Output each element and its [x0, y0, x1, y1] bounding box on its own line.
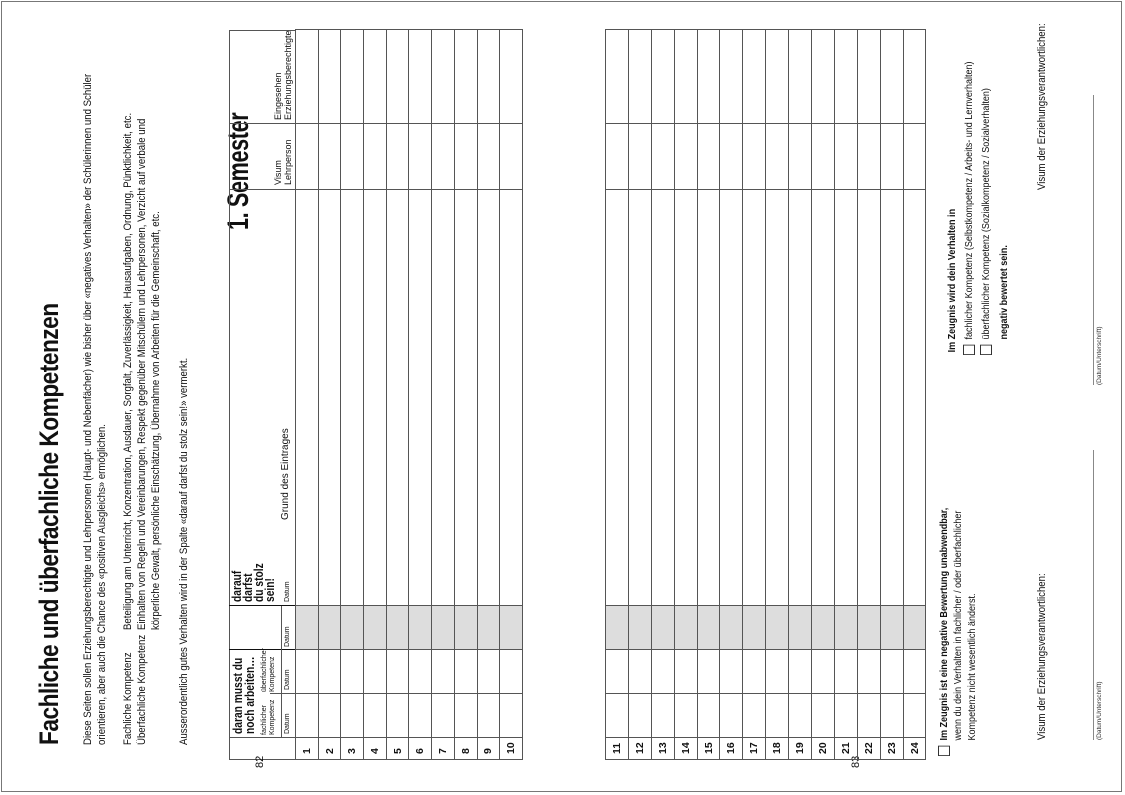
page-number-left: 82 [254, 755, 266, 768]
note-stolz: Ausserordentlich gutes Verhalten wird in der Spalte «darauf darfst du stolz sein!» vermerkt. [178, 357, 190, 745]
table-cell[interactable] [743, 30, 766, 124]
hdr-fachlich-1: fachlicher [261, 705, 268, 735]
table-cell[interactable] [674, 606, 697, 650]
table-cell[interactable] [364, 650, 387, 694]
table-cell[interactable] [341, 30, 364, 124]
table-cell[interactable] [903, 650, 926, 694]
table-cell[interactable] [789, 124, 812, 190]
table-row [364, 30, 387, 760]
table-cell[interactable] [318, 606, 341, 650]
table-cell[interactable] [432, 694, 455, 738]
table-cell[interactable] [477, 650, 500, 694]
table-cell[interactable] [432, 124, 455, 190]
hdr-ueber-2: Kompetenz [269, 656, 276, 692]
table-cell[interactable] [364, 694, 387, 738]
table-cell[interactable] [812, 124, 835, 190]
checkbox-fachlich[interactable] [963, 345, 975, 355]
hdr-grund: Grund des Eintrages [280, 428, 291, 520]
table-cell[interactable] [857, 694, 880, 738]
row-number: 1 [296, 738, 319, 760]
table-row [903, 30, 926, 760]
table-cell[interactable] [628, 30, 651, 124]
table-row [606, 30, 629, 760]
table-row [500, 30, 523, 760]
table-row [880, 30, 903, 760]
table-cell[interactable] [432, 30, 455, 124]
table-row [812, 30, 835, 760]
footer-right-result: negativ bewertet sein. [998, 245, 1010, 340]
table-cell[interactable] [697, 606, 720, 650]
table-cell[interactable] [880, 190, 903, 606]
table-cell[interactable] [743, 694, 766, 738]
hdr-daran-1: daran musst du [231, 657, 245, 734]
table-cell[interactable] [409, 650, 432, 694]
table-row [720, 30, 743, 760]
table-left-wrap [229, 30, 519, 760]
table-row [766, 30, 789, 760]
table-cell[interactable] [341, 190, 364, 606]
table-cell[interactable] [651, 606, 674, 650]
table-cell[interactable] [857, 606, 880, 650]
hdr-stolz-2: darfst [241, 573, 255, 602]
table-row [628, 30, 651, 760]
table-cell[interactable] [606, 606, 629, 650]
table-cell[interactable] [477, 694, 500, 738]
table-cell[interactable] [454, 650, 477, 694]
row-number: 5 [386, 738, 409, 760]
table-row [386, 30, 409, 760]
hdr-visum-2: Lehrperson [283, 139, 293, 185]
table-cell[interactable] [409, 30, 432, 124]
table-row [743, 30, 766, 760]
table-cell[interactable] [674, 124, 697, 190]
table-cell[interactable] [880, 694, 903, 738]
table-cell[interactable] [296, 30, 319, 124]
footer-left-line3: Kompetenz nicht wesentlich änderst. [966, 593, 978, 741]
table-cell[interactable] [743, 124, 766, 190]
row-number: 8 [454, 738, 477, 760]
table-row [834, 30, 857, 760]
table-cell[interactable] [318, 650, 341, 694]
row-number: 13 [651, 738, 674, 760]
table-cell[interactable] [674, 190, 697, 606]
table-cell[interactable] [857, 190, 880, 606]
row-number: 20 [812, 738, 835, 760]
table-cell[interactable] [674, 30, 697, 124]
table-cell[interactable] [789, 650, 812, 694]
table-cell[interactable] [364, 190, 387, 606]
footer-left-signature[interactable] [1093, 450, 1103, 740]
table-row [857, 30, 880, 760]
table-cell[interactable] [697, 124, 720, 190]
table-cell[interactable] [880, 30, 903, 124]
table-cell[interactable] [720, 124, 743, 190]
row-number: 19 [789, 738, 812, 760]
table-cell[interactable] [880, 124, 903, 190]
table-cell[interactable] [341, 124, 364, 190]
row-number: 7 [432, 738, 455, 760]
footer-right-opt2: überfachlicher Kompetenz (Sozialkompetenz / Sozialverhalten) [980, 88, 992, 340]
hdr-ueber-1: überfachlicher [261, 648, 268, 692]
table-cell[interactable] [606, 190, 629, 606]
table-cell[interactable] [766, 30, 789, 124]
table-cell[interactable] [674, 694, 697, 738]
row-number: 18 [766, 738, 789, 760]
table-cell[interactable] [364, 606, 387, 650]
table-cell[interactable] [318, 30, 341, 124]
table-cell[interactable] [903, 694, 926, 738]
table-cell[interactable] [454, 124, 477, 190]
footer-left-visum: Visum der Erziehungsverantwortlichen: [1036, 573, 1048, 740]
table-cell[interactable] [386, 606, 409, 650]
table-cell[interactable] [651, 30, 674, 124]
table-cell[interactable] [606, 124, 629, 190]
table-cell[interactable] [834, 30, 857, 124]
label-fachlich: Fachliche Kompetenz [122, 652, 134, 745]
table-cell[interactable] [812, 30, 835, 124]
table-cell[interactable] [766, 190, 789, 606]
table-cell[interactable] [880, 606, 903, 650]
table-cell[interactable] [789, 30, 812, 124]
hdr-eingesehen-1: Eingesehen [273, 72, 283, 120]
table-cell[interactable] [296, 124, 319, 190]
table-cell[interactable] [720, 190, 743, 606]
table-cell[interactable] [318, 694, 341, 738]
row-number: 6 [409, 738, 432, 760]
table-cell[interactable] [766, 694, 789, 738]
footer-right-sig-label: (Datum/Unterschrift) [1096, 326, 1103, 385]
row-number: 12 [628, 738, 651, 760]
table-cell[interactable] [628, 694, 651, 738]
table-cell[interactable] [341, 694, 364, 738]
table-cell[interactable] [834, 124, 857, 190]
table-cell[interactable] [432, 606, 455, 650]
hdr-datum-4: Datum [284, 581, 291, 602]
table-row [454, 30, 477, 760]
table-cell[interactable] [766, 124, 789, 190]
footer-right [945, 61, 1011, 355]
table-cell[interactable] [834, 694, 857, 738]
table-cell[interactable] [296, 606, 319, 650]
table-cell[interactable] [720, 694, 743, 738]
hdr-visum-1: Visum [273, 160, 283, 185]
intro-line-2: orientieren, aber auch die Chance des «positiven Ausgleichs» ermöglichen. [96, 424, 108, 745]
table-cell[interactable] [903, 190, 926, 606]
footer-left-line1: Im Zeugnis ist eine negative Bewertung unabwendbar, [938, 507, 950, 741]
table-cell[interactable] [454, 190, 477, 606]
table-cell[interactable] [789, 190, 812, 606]
row-number: 3 [341, 738, 364, 760]
table-cell[interactable] [386, 694, 409, 738]
table-cell[interactable] [318, 190, 341, 606]
table-cell[interactable] [606, 30, 629, 124]
table-cell[interactable] [743, 606, 766, 650]
table-cell[interactable] [386, 30, 409, 124]
table-cell[interactable] [409, 606, 432, 650]
hdr-datum-3: Datum [284, 626, 291, 647]
row-number: 14 [674, 738, 697, 760]
row-number: 4 [364, 738, 387, 760]
hdr-datum-2: Datum [284, 669, 291, 690]
table-cell[interactable] [857, 650, 880, 694]
table-right [605, 29, 926, 760]
table-cell[interactable] [697, 30, 720, 124]
table-cell[interactable] [477, 606, 500, 650]
table-cell[interactable] [409, 694, 432, 738]
table-cell[interactable] [651, 650, 674, 694]
table-cell[interactable] [903, 124, 926, 190]
row-number: 24 [903, 738, 926, 760]
table-cell[interactable] [386, 650, 409, 694]
table-cell[interactable] [697, 694, 720, 738]
table-cell[interactable] [409, 190, 432, 606]
footer-left [937, 508, 979, 756]
table-cell[interactable] [477, 124, 500, 190]
table-row [651, 30, 674, 760]
table-cell[interactable] [834, 190, 857, 606]
footer-right-signature[interactable] [1093, 95, 1103, 385]
hdr-fachlich-2: Kompetenz [269, 699, 276, 735]
table-cell[interactable] [341, 650, 364, 694]
footer-right-visum: Visum der Erziehungsverantwortlichen: [1036, 23, 1048, 190]
table-cell[interactable] [812, 650, 835, 694]
table-cell[interactable] [318, 124, 341, 190]
table-cell[interactable] [812, 190, 835, 606]
table-row [432, 30, 455, 760]
table-cell[interactable] [903, 30, 926, 124]
table-cell[interactable] [364, 30, 387, 124]
table-cell[interactable] [606, 694, 629, 738]
table-cell[interactable] [812, 606, 835, 650]
table-cell[interactable] [296, 694, 319, 738]
footer-right-heading: Im Zeugnis wird dein Verhalten in [946, 208, 958, 353]
row-number: 17 [743, 738, 766, 760]
hdr-stolz-1: darauf [230, 570, 244, 602]
table-cell[interactable] [766, 606, 789, 650]
row-number: 15 [697, 738, 720, 760]
table-row [697, 30, 720, 760]
table-cell[interactable] [697, 190, 720, 606]
table-cell[interactable] [364, 124, 387, 190]
table-row [477, 30, 500, 760]
table-cell[interactable] [386, 124, 409, 190]
intro-line-1: Diese Seiten sollen Erziehungsberechtigte und Lehrpersonen (Haupt- und Nebenfächer) wie bisher über «negatives Verhalten» der Schülerinnen und Schüler [82, 73, 94, 745]
hdr-datum-1: Datum [284, 713, 291, 734]
row-number: 2 [318, 738, 341, 760]
row-number: 22 [857, 738, 880, 760]
page-number-right: 83 [850, 755, 862, 768]
table-cell[interactable] [454, 30, 477, 124]
table-cell[interactable] [834, 650, 857, 694]
table-cell[interactable] [628, 606, 651, 650]
table-cell[interactable] [720, 606, 743, 650]
row-number: 10 [500, 738, 523, 760]
table-cell[interactable] [743, 190, 766, 606]
table-row [296, 30, 319, 760]
table-cell[interactable] [812, 694, 835, 738]
table-cell[interactable] [903, 606, 926, 650]
hdr-daran-2: noch arbeiten… [243, 656, 257, 734]
row-number: 21 [834, 738, 857, 760]
table-row [341, 30, 364, 760]
table-cell[interactable] [789, 694, 812, 738]
table-cell[interactable] [651, 124, 674, 190]
table-cell[interactable] [296, 650, 319, 694]
table-cell[interactable] [500, 190, 523, 606]
hdr-stolz-3: du stolz [252, 563, 266, 602]
table-cell[interactable] [500, 124, 523, 190]
table-left [295, 29, 523, 760]
table-cell[interactable] [651, 694, 674, 738]
table-cell[interactable] [296, 190, 319, 606]
table-cell[interactable] [477, 30, 500, 124]
def-ueberfachlich-1: Einhalten von Regeln und Vereinbarungen, Respekt gegenüber Mitschülern und Lehrpersonen, Verzicht auf verbale und [136, 118, 148, 630]
table-cell[interactable] [834, 606, 857, 650]
table-cell[interactable] [500, 30, 523, 124]
table-cell[interactable] [628, 650, 651, 694]
row-number: 23 [880, 738, 903, 760]
table-cell[interactable] [789, 606, 812, 650]
label-ueberfachlich: Überfachliche Kompetenz [136, 634, 148, 745]
semester-title: 1. Semester [222, 112, 255, 230]
row-number: 16 [720, 738, 743, 760]
table-cell[interactable] [432, 650, 455, 694]
table-cell[interactable] [477, 190, 500, 606]
table-cell[interactable] [674, 650, 697, 694]
table-cell[interactable] [766, 650, 789, 694]
hdr-eingesehen-2: Erziehungsberechtigte [283, 30, 293, 120]
table-cell[interactable] [857, 124, 880, 190]
table-cell[interactable] [857, 30, 880, 124]
table-cell[interactable] [720, 650, 743, 694]
table-cell[interactable] [628, 124, 651, 190]
footer-left-sig-label: (Datum/Unterschrift) [1096, 681, 1103, 740]
table-row [674, 30, 697, 760]
table-cell[interactable] [880, 650, 903, 694]
table-cell[interactable] [743, 650, 766, 694]
table-row [409, 30, 432, 760]
table-cell[interactable] [500, 606, 523, 650]
footer-right-opt1: fachlicher Kompetenz (Selbstkompetenz / Arbeits- und Lernverhalten) [963, 61, 975, 340]
table-cell[interactable] [651, 190, 674, 606]
table-cell[interactable] [409, 124, 432, 190]
table-cell[interactable] [720, 30, 743, 124]
table-row [789, 30, 812, 760]
table-cell[interactable] [432, 190, 455, 606]
table-cell[interactable] [500, 694, 523, 738]
checkbox-ueberfachlich[interactable] [980, 345, 992, 355]
hdr-stolz-4: sein! [263, 578, 277, 602]
page-title: Fachliche und überfachliche Kompetenzen [34, 303, 64, 745]
def-fachlich: Beteiligung am Unterricht, Konzentration, Ausdauer, Sorgfalt, Zuverlässigkeit, Hausaufgaben, Ordnung, Pünktlichkeit, etc. [122, 112, 134, 630]
table-cell[interactable] [386, 190, 409, 606]
table-row [318, 30, 341, 760]
row-number: 9 [477, 738, 500, 760]
table-cell[interactable] [454, 694, 477, 738]
row-number: 11 [606, 738, 629, 760]
checkbox-negative[interactable] [938, 746, 950, 756]
table-cell[interactable] [697, 650, 720, 694]
table-cell[interactable] [341, 606, 364, 650]
table-cell[interactable] [454, 606, 477, 650]
footer-left-line2: wenn du dein Verhalten in fachlicher / oder überfachlicher [952, 510, 964, 741]
table-cell[interactable] [606, 650, 629, 694]
table-cell[interactable] [628, 190, 651, 606]
def-ueberfachlich-2: körperliche Gewalt, persönliche Einschätzung, Übernahme von Arbeiten für die Gemeinschaft, etc. [150, 211, 162, 630]
table-cell[interactable] [500, 650, 523, 694]
